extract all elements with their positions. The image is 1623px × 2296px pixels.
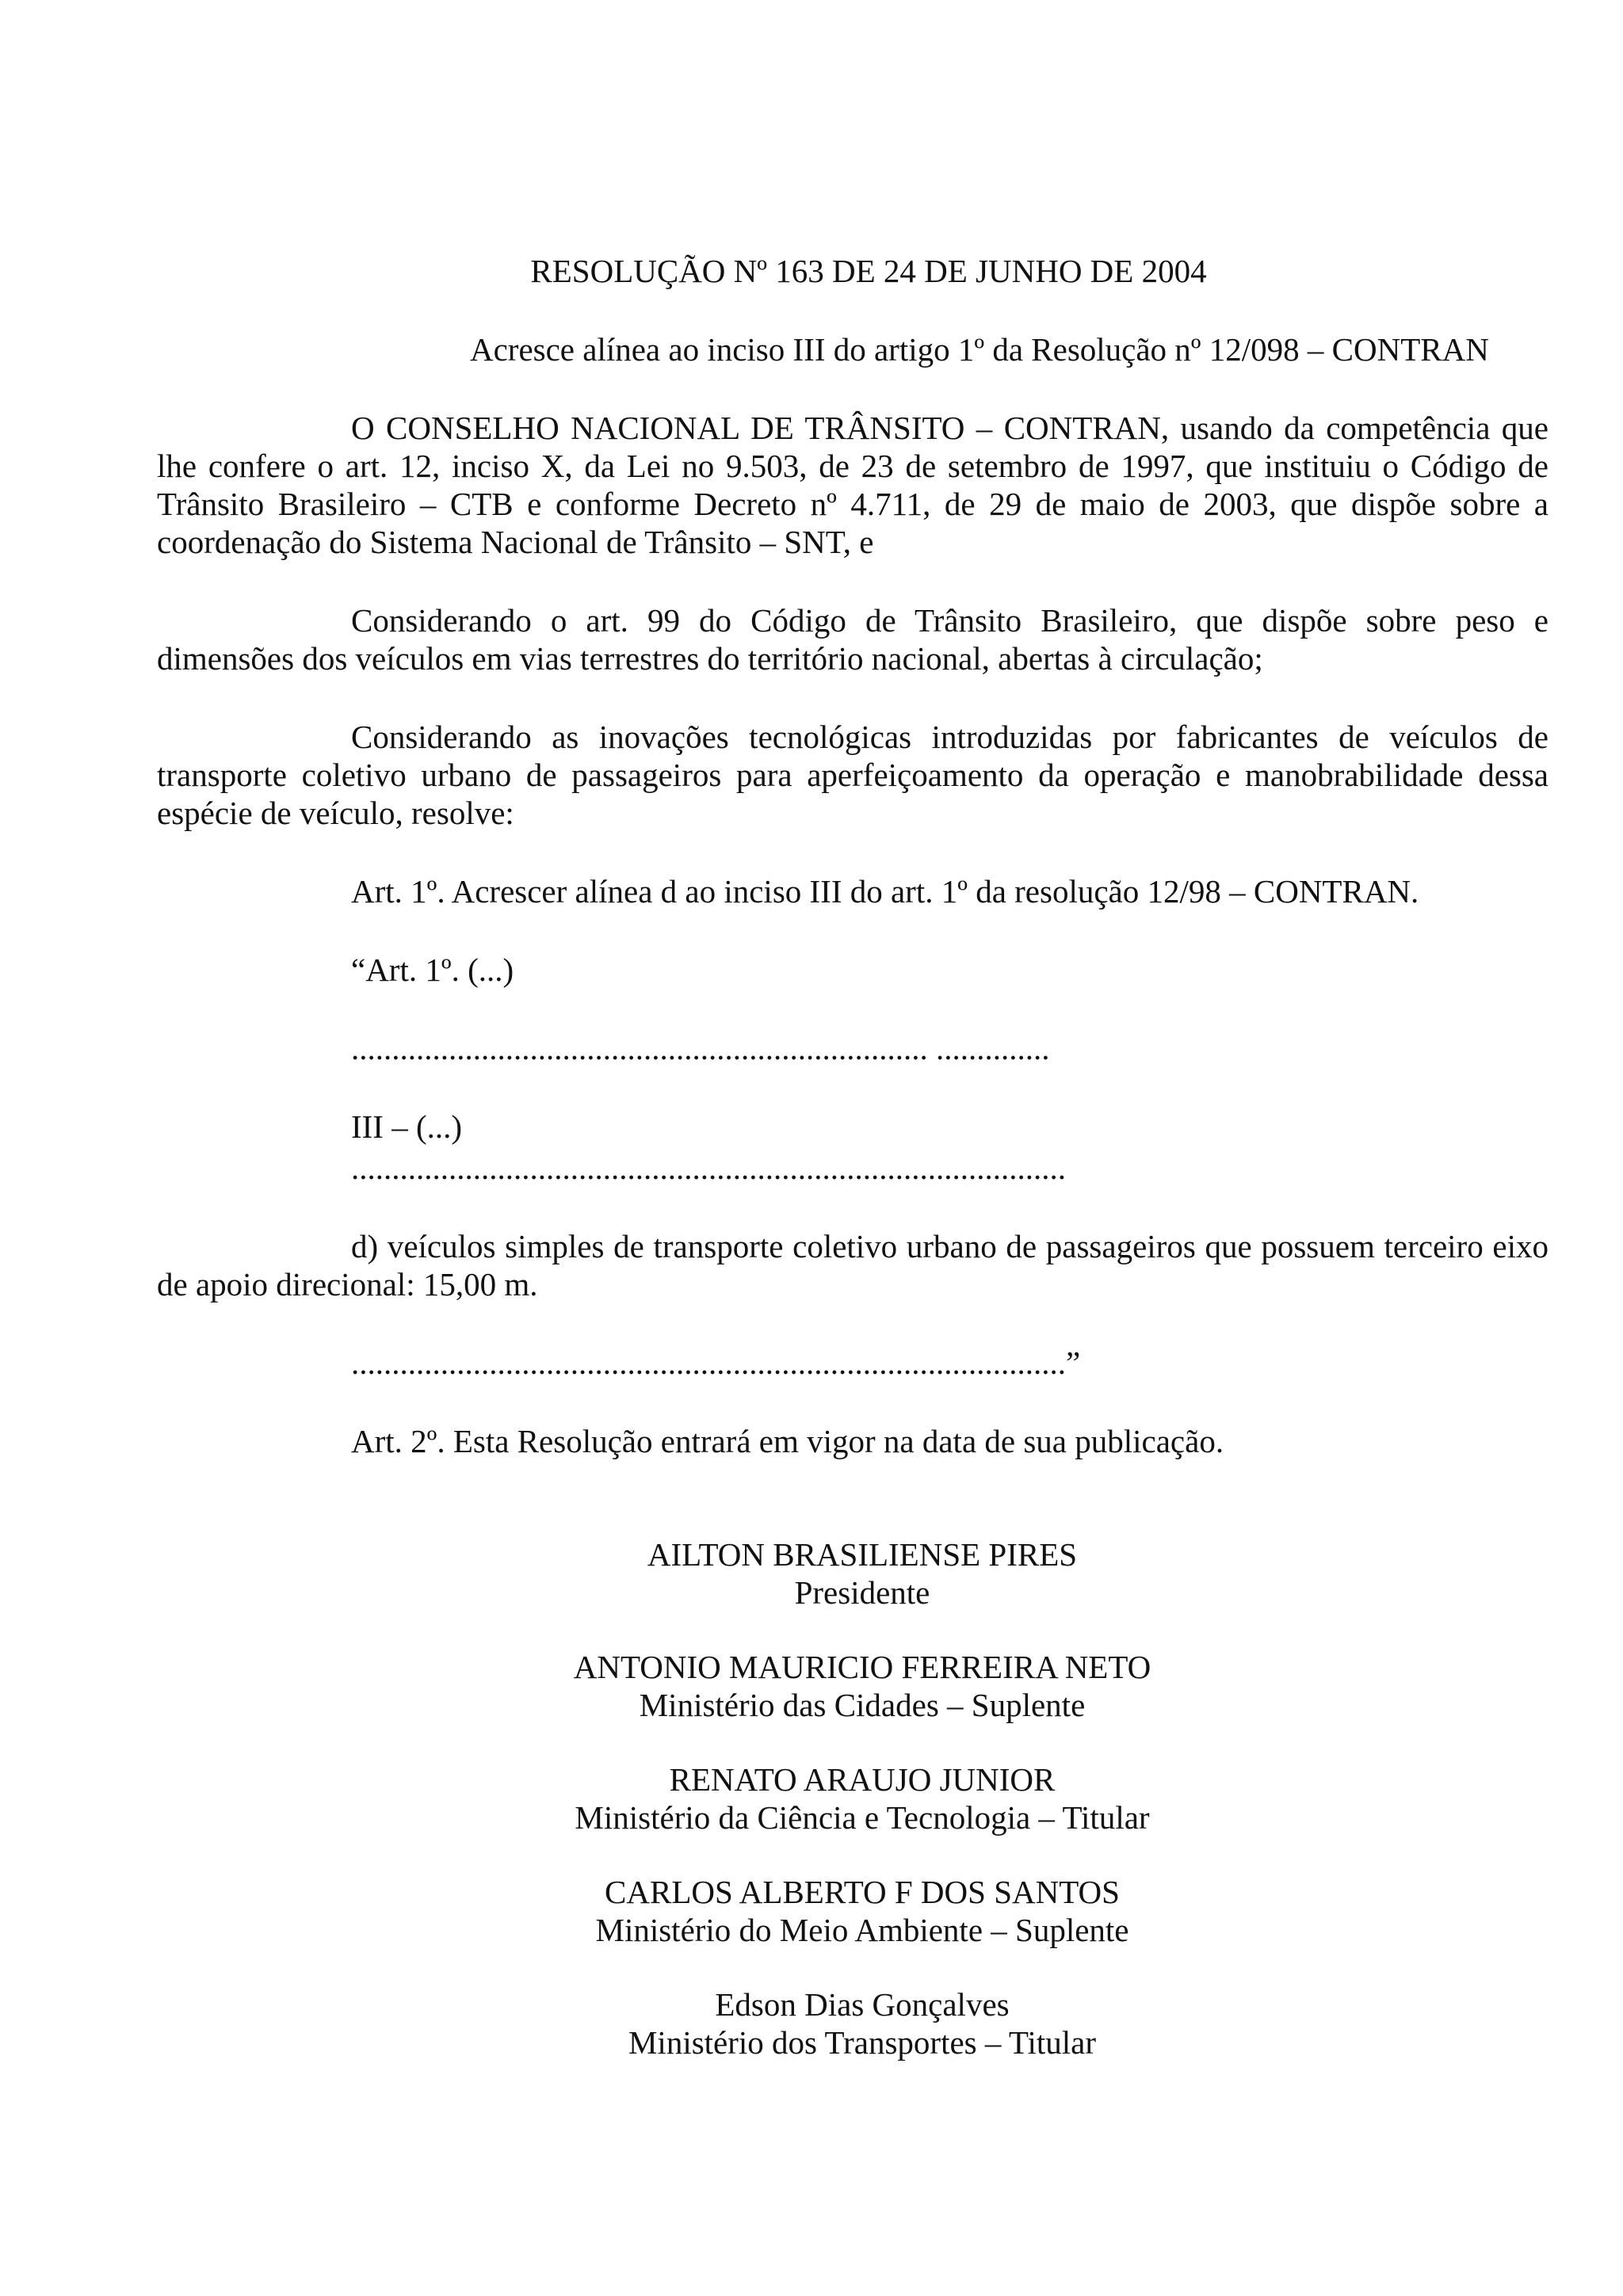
inciso-iii: III – (...) (351, 1108, 463, 1145)
resolution-title: RESOLUÇÃO Nº 163 DE 24 DE JUNHO DE 2004 (530, 253, 1207, 289)
resolution-subtitle: Acresce alínea ao inciso III do artigo 1º da Resolução nº 12/098 – CONTRAN (470, 331, 1489, 368)
document-page (157, 252, 1549, 2098)
signature-list (157, 1535, 1549, 2061)
signatory-name: RENATO ARAUJO JUNIOR (669, 1761, 1056, 1798)
article-2: Art. 2º. Esta Resolução entrará em vigor na data de sua publicação. (351, 1423, 1224, 1459)
quoted-article-1: “Art. 1º. (...) (351, 952, 514, 988)
signatory-role: Ministério da Ciência e Tecnologia – Titular (575, 1799, 1150, 1836)
considerando-paragraph-1: Considerando o art. 99 do Código de Trânsito Brasileiro, que dispõe sobre peso e dimensões dos veículos em vias terrestres do território nacional, abertas à circulação; (157, 602, 1549, 677)
signature-block (176, 1648, 1549, 1724)
signatory-role: Ministério das Cidades – Suplente (639, 1687, 1086, 1723)
ellipsis-line-1: ....................................................................... .............. (351, 1030, 1050, 1066)
signatory-name: CARLOS ALBERTO F DOS SANTOS (605, 1874, 1120, 1910)
signature-block (176, 1873, 1549, 1949)
signatory-name: Edson Dias Gonçalves (715, 1986, 1010, 2023)
signatory-role: Ministério do Meio Ambiente – Suplente (595, 1912, 1129, 1948)
ellipsis-line-3: ........................................................................................” (351, 1344, 1081, 1381)
signature-block (176, 1535, 1549, 1611)
signatory-name: ANTONIO MAURICIO FERREIRA NETO (573, 1649, 1151, 1685)
ellipsis-line-2: ........................................................................................ (351, 1150, 1066, 1186)
considerando-paragraph-2: Considerando as inovações tecnológicas introduzidas por fabricantes de veículos de transporte coletivo urbano de passageiros para aperfeiçoamento da operação e manobrabilidade dessa espécie de veículo, resolve: (157, 719, 1549, 831)
signatory-name: AILTON BRASILIENSE PIRES (647, 1536, 1078, 1573)
preamble-paragraph: O CONSELHO NACIONAL DE TRÂNSITO – CONTRAN, usando da competência que lhe confere o art. 12, inciso X, da Lei no 9.503, de 23 de setembro de 1997, que instituiu o Código de Trânsito Brasileiro – CTB e conforme Decreto nº 4.711, de 29 de maio de 2003, que dispõe sobre a coordenação do Sistema Nacional de Trânsito – SNT, e (157, 410, 1549, 560)
alinea-d: d) veículos simples de transporte coletivo urbano de passageiros que possuem terceiro eixo de apoio direcional: 15,00 m. (157, 1228, 1549, 1302)
signature-block (176, 1760, 1549, 1836)
article-1: Art. 1º. Acrescer alínea d ao inciso III do art. 1º da resolução 12/98 – CONTRAN. (351, 873, 1419, 910)
signature-block (176, 1985, 1549, 2061)
signatory-role: Ministério dos Transportes – Titular (628, 2024, 1097, 2061)
signatory-role: Presidente (794, 1574, 930, 1611)
